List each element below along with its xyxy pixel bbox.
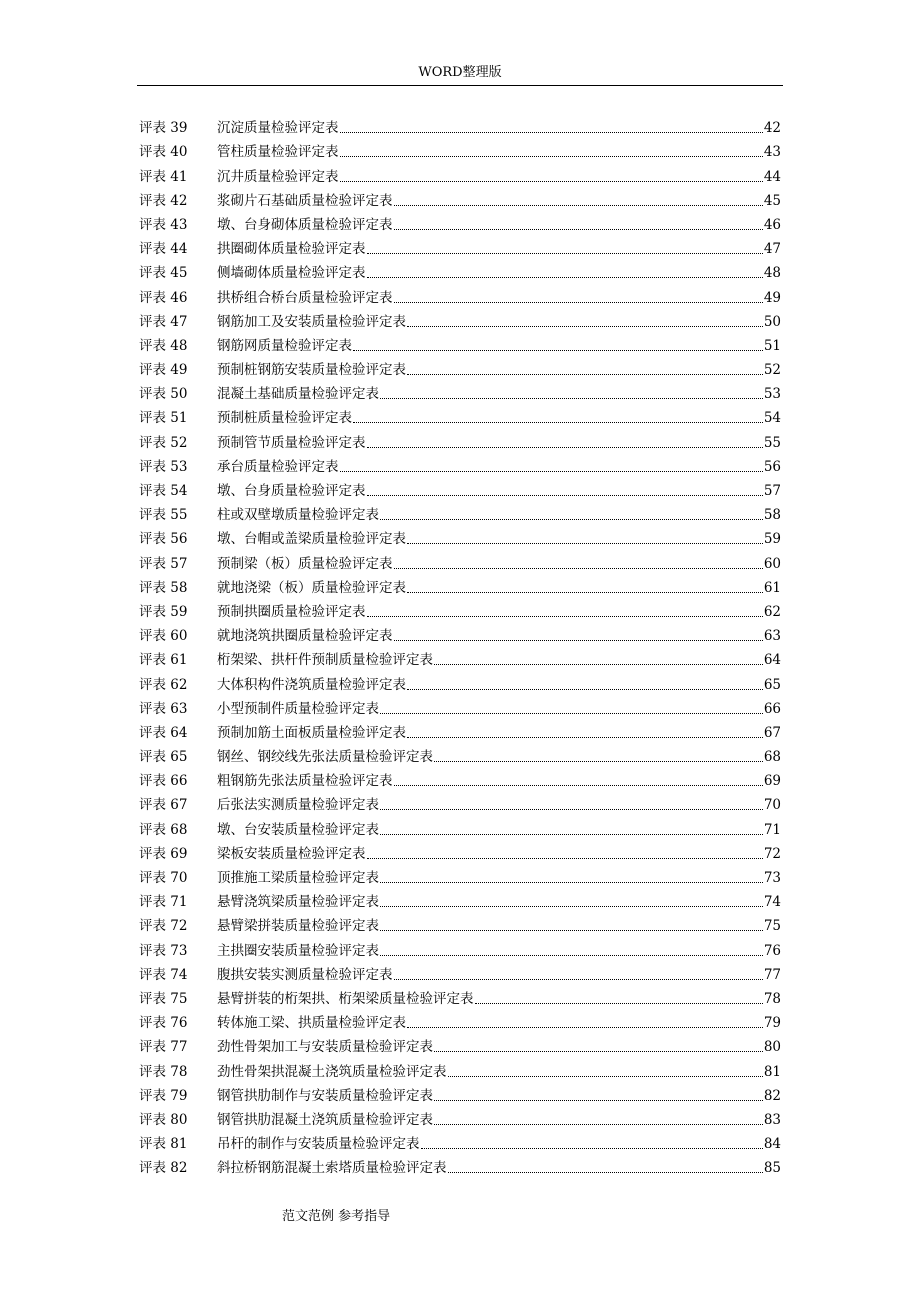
toc-dot-leader: [380, 397, 763, 399]
toc-dot-leader: [367, 276, 763, 278]
toc-dot-leader: [380, 905, 763, 907]
toc-entry-page-number: 68: [763, 749, 781, 766]
toc-entry-page-number: 52: [763, 362, 781, 379]
toc-entry[interactable]: [139, 1153, 781, 1177]
toc-entry-title: 就地浇梁（板）质量检验评定表: [217, 579, 406, 596]
toc-entry-title: 悬臂浇筑梁质量检验评定表: [217, 894, 379, 911]
toc-entry[interactable]: [139, 355, 781, 379]
toc-dot-leader: [367, 252, 763, 254]
toc-entry[interactable]: [139, 718, 781, 742]
toc-dot-leader: [407, 736, 763, 738]
toc-entry-label: 评表 55: [139, 507, 188, 524]
toc-entry-label: 评表 44: [139, 241, 188, 258]
toc-dot-leader: [394, 784, 763, 786]
toc-entry[interactable]: [139, 1008, 781, 1032]
footer-text: 范文范例 参考指导: [282, 1209, 391, 1224]
toc-entry[interactable]: [139, 137, 781, 161]
page-footer: [282, 1208, 390, 1226]
toc-dot-leader: [448, 1075, 763, 1077]
toc-entry-label: 评表 39: [139, 120, 188, 137]
toc-entry-label: 评表 75: [139, 990, 188, 1007]
toc-entry-page-number: 67: [763, 724, 781, 741]
toc-entry[interactable]: [139, 766, 781, 790]
toc-entry[interactable]: [139, 742, 781, 766]
toc-entry[interactable]: [139, 1032, 781, 1056]
toc-entry-title: 墩、台身砌体质量检验评定表: [217, 216, 393, 233]
toc-entry-label: 评表 59: [139, 603, 188, 620]
toc-entry-page-number: 42: [763, 120, 781, 137]
toc-entry-label: 评表 40: [139, 144, 188, 161]
toc-entry-label: 评表 51: [139, 410, 188, 427]
toc-entry[interactable]: [139, 403, 781, 427]
toc-dot-leader: [434, 760, 763, 762]
toc-dot-leader: [380, 833, 763, 835]
toc-entry-label: 评表 73: [139, 942, 188, 959]
toc-entry-label: 评表 81: [139, 1136, 188, 1153]
toc-dot-leader: [380, 808, 763, 810]
toc-entry-label: 评表 65: [139, 749, 188, 766]
toc-entry-page-number: 47: [763, 241, 781, 258]
toc-dot-leader: [340, 155, 763, 157]
toc-entry[interactable]: [139, 113, 781, 137]
toc-entry[interactable]: [139, 669, 781, 693]
toc-entry-title: 悬臂拼装的桁架拱、桁架梁质量检验评定表: [217, 990, 474, 1007]
toc-entry-page-number: 82: [763, 1087, 781, 1104]
toc-entry[interactable]: [139, 621, 781, 645]
toc-dot-leader: [340, 131, 763, 133]
toc-dot-leader: [407, 1026, 763, 1028]
toc-dot-leader: [340, 470, 763, 472]
toc-entry[interactable]: [139, 234, 781, 258]
toc-entry[interactable]: [139, 573, 781, 597]
toc-entry-label: 评表 61: [139, 652, 188, 669]
toc-dot-leader: [340, 180, 763, 182]
toc-entry-label: 评表 47: [139, 313, 188, 330]
toc-entry[interactable]: [139, 911, 781, 935]
toc-entry[interactable]: [139, 984, 781, 1008]
toc-entry-label: 评表 69: [139, 845, 188, 862]
toc-entry[interactable]: [139, 282, 781, 306]
toc-dot-leader: [434, 1099, 763, 1101]
toc-entry-title: 劲性骨架加工与安装质量检验评定表: [217, 1039, 433, 1056]
header-title: WORD整理版: [418, 65, 502, 80]
toc-entry[interactable]: [139, 694, 781, 718]
toc-entry-title: 预制管节质量检验评定表: [217, 434, 366, 451]
toc-entry[interactable]: [139, 307, 781, 331]
toc-entry-label: 评表 53: [139, 458, 188, 475]
toc-entry[interactable]: [139, 790, 781, 814]
toc-entry-title: 混凝土基础质量检验评定表: [217, 386, 379, 403]
toc-entry-label: 评表 70: [139, 870, 188, 886]
toc-entry[interactable]: [139, 210, 781, 234]
toc-entry-page-number: 72: [763, 845, 781, 862]
toc-entry-page-number: 49: [763, 289, 781, 306]
toc-entry-label: 评表 64: [139, 724, 188, 741]
toc-dot-leader: [380, 929, 763, 931]
toc-entry[interactable]: [139, 863, 781, 887]
toc-entry[interactable]: [139, 1105, 781, 1129]
toc-entry-page-number: 61: [763, 579, 781, 596]
toc-dot-leader: [407, 325, 763, 327]
toc-entry-page-number: 83: [763, 1111, 781, 1128]
toc-dot-leader: [367, 446, 763, 448]
toc-entry-label: 评表 66: [139, 773, 188, 790]
toc-entry[interactable]: [139, 500, 781, 524]
toc-entry[interactable]: [139, 645, 781, 669]
toc-entry-page-number: 78: [763, 990, 781, 1007]
toc-entry[interactable]: [139, 161, 781, 185]
toc-dot-leader: [448, 1171, 763, 1173]
toc-entry-page-number: 56: [763, 458, 781, 475]
toc-entry-page-number: 65: [763, 676, 781, 693]
toc-dot-leader: [407, 591, 763, 593]
toc-entry-label: 评表 82: [139, 1160, 188, 1177]
toc-dot-leader: [394, 204, 763, 206]
toc-entry-title: 拱圈砌体质量检验评定表: [217, 241, 366, 258]
toc-entry-title: 承台质量检验评定表: [217, 458, 339, 475]
toc-entry-title: 沉井质量检验评定表: [217, 168, 339, 185]
toc-entry-title: 粗钢筋先张法质量检验评定表: [217, 773, 393, 790]
toc-entry-title: 管柱质量检验评定表: [217, 144, 339, 161]
toc-entry-page-number: 58: [763, 507, 781, 524]
toc-dot-leader: [380, 881, 763, 883]
toc-entry-title: 吊杆的制作与安装质量检验评定表: [217, 1136, 420, 1153]
toc-entry[interactable]: [139, 597, 781, 621]
toc-entry-label: 评表 71: [139, 894, 188, 911]
toc-entry[interactable]: [139, 935, 781, 959]
toc-entry-title: 侧墙砌体质量检验评定表: [217, 265, 366, 282]
toc-entry-page-number: 44: [763, 168, 781, 185]
toc-entry-label: 评表 80: [139, 1111, 188, 1128]
toc-entry-title: 墩、台帽或盖梁质量检验评定表: [217, 531, 406, 548]
toc-entry-title: 主拱圈安装质量检验评定表: [217, 942, 379, 959]
toc-entry-label: 评表 67: [139, 797, 188, 814]
toc-entry[interactable]: [139, 887, 781, 911]
toc-dot-leader: [394, 567, 763, 569]
toc-entry-label: 评表 63: [139, 700, 188, 717]
toc-entry-label: 评表 41: [139, 168, 188, 185]
toc-dot-leader: [380, 954, 763, 956]
toc-entry-title: 大体积构件浇筑质量检验评定表: [217, 676, 406, 693]
toc-entry-label: 评表 68: [139, 821, 188, 838]
toc-entry-page-number: 64: [763, 652, 781, 669]
toc-entry-page-number: 75: [763, 918, 781, 935]
toc-entry-title: 钢管拱肋制作与安装质量检验评定表: [217, 1087, 433, 1104]
toc-dot-leader: [367, 615, 763, 617]
toc-entry-title: 预制桩质量检验评定表: [217, 410, 352, 427]
toc-entry-title: 浆砌片石基础质量检验评定表: [217, 192, 393, 209]
toc-entry-label: 评表 72: [139, 918, 188, 935]
toc-entry[interactable]: [139, 258, 781, 282]
toc-dot-leader: [407, 688, 763, 690]
toc-entry-page-number: 66: [763, 700, 781, 717]
toc-entry-title: 墩、台身质量检验评定表: [217, 483, 366, 499]
toc-entry-page-number: 57: [763, 483, 781, 499]
toc-entry-page-number: 46: [763, 216, 781, 233]
toc-entry-page-number: 77: [763, 966, 781, 983]
toc-entry-title: 拱桥组合桥台质量检验评定表: [217, 289, 393, 306]
toc-entry-label: 评表 78: [139, 1063, 188, 1080]
toc-entry-title: 钢筋加工及安装质量检验评定表: [217, 313, 406, 330]
toc-entry-page-number: 51: [763, 337, 781, 354]
toc-entry-title: 钢丝、钢绞线先张法质量检验评定表: [217, 749, 433, 766]
toc-entry-title: 柱或双壁墩质量检验评定表: [217, 507, 379, 524]
toc-entry[interactable]: [139, 960, 781, 984]
toc-entry[interactable]: [139, 1081, 781, 1105]
toc-entry-title: 墩、台安装质量检验评定表: [217, 821, 379, 838]
toc-entry-page-number: 55: [763, 434, 781, 451]
toc-entry[interactable]: [139, 186, 781, 210]
toc-entry[interactable]: [139, 379, 781, 403]
toc-entry-page-number: 54: [763, 410, 781, 427]
toc-dot-leader: [407, 542, 763, 544]
toc-entry-title: 劲性骨架拱混凝土浇筑质量检验评定表: [217, 1063, 447, 1080]
toc-entry-page-number: 53: [763, 386, 781, 403]
toc-entry-page-number: 69: [763, 773, 781, 790]
toc-dot-leader: [380, 712, 763, 714]
toc-entry-label: 评表 43: [139, 216, 188, 233]
toc-entry-label: 评表 54: [139, 483, 188, 499]
toc-entry-title: 腹拱安装实测质量检验评定表: [217, 966, 393, 983]
toc-entry-title: 预制拱圈质量检验评定表: [217, 603, 366, 620]
toc-entry-title: 预制梁（板）质量检验评定表: [217, 555, 393, 572]
toc-dot-leader: [353, 421, 763, 423]
toc-entry-title: 顶推施工梁质量检验评定表: [217, 870, 379, 886]
toc-entry-page-number: 76: [763, 942, 781, 959]
table-of-contents: [139, 113, 781, 1177]
toc-entry-label: 评表 77: [139, 1039, 188, 1056]
toc-entry-page-number: 71: [763, 821, 781, 838]
toc-dot-leader: [353, 349, 763, 351]
toc-dot-leader: [367, 857, 763, 859]
toc-entry[interactable]: [139, 427, 781, 451]
toc-entry-page-number: 48: [763, 265, 781, 282]
toc-entry[interactable]: [139, 1056, 781, 1080]
toc-entry-page-number: 85: [763, 1160, 781, 1177]
toc-entry-label: 评表 56: [139, 531, 188, 548]
toc-dot-leader: [394, 639, 763, 641]
toc-entry[interactable]: [139, 524, 781, 548]
toc-dot-leader: [475, 1002, 763, 1004]
toc-entry-label: 评表 52: [139, 434, 188, 451]
toc-dot-leader: [421, 1147, 763, 1149]
toc-entry[interactable]: [139, 1129, 781, 1153]
toc-entry-page-number: 84: [763, 1136, 781, 1153]
toc-entry[interactable]: [139, 452, 781, 476]
toc-entry-label: 评表 48: [139, 337, 188, 354]
toc-entry-page-number: 60: [763, 555, 781, 572]
toc-dot-leader: [380, 518, 763, 520]
toc-entry-page-number: 43: [763, 144, 781, 161]
toc-entry-label: 评表 62: [139, 676, 188, 693]
toc-entry-title: 小型预制件质量检验评定表: [217, 700, 379, 717]
toc-entry-title: 就地浇筑拱圈质量检验评定表: [217, 628, 393, 645]
toc-dot-leader: [407, 373, 763, 375]
toc-entry-title: 预制加筋土面板质量检验评定表: [217, 724, 406, 741]
toc-entry-page-number: 70: [763, 797, 781, 814]
toc-dot-leader: [367, 494, 763, 496]
toc-entry-page-number: 45: [763, 192, 781, 209]
toc-entry-page-number: 59: [763, 531, 781, 548]
toc-entry-label: 评表 60: [139, 628, 188, 645]
toc-entry[interactable]: [139, 476, 781, 500]
toc-dot-leader: [434, 1123, 763, 1125]
toc-dot-leader: [434, 663, 763, 665]
toc-entry[interactable]: [139, 839, 781, 863]
page-header: [137, 64, 783, 86]
toc-entry-label: 评表 76: [139, 1015, 188, 1032]
toc-dot-leader: [394, 228, 763, 230]
toc-dot-leader: [394, 301, 763, 303]
toc-entry-label: 评表 79: [139, 1087, 188, 1104]
toc-entry-page-number: 73: [763, 870, 781, 886]
toc-entry-title: 预制桩钢筋安装质量检验评定表: [217, 362, 406, 379]
toc-entry-title: 梁板安装质量检验评定表: [217, 845, 366, 862]
toc-entry-label: 评表 74: [139, 966, 188, 983]
toc-entry-title: 钢管拱肋混凝土浇筑质量检验评定表: [217, 1111, 433, 1128]
toc-entry-title: 后张法实测质量检验评定表: [217, 797, 379, 814]
toc-entry-label: 评表 45: [139, 265, 188, 282]
toc-entry-label: 评表 50: [139, 386, 188, 403]
toc-entry-page-number: 62: [763, 603, 781, 620]
toc-entry-label: 评表 57: [139, 555, 188, 572]
toc-dot-leader: [434, 1050, 763, 1052]
toc-entry-label: 评表 58: [139, 579, 188, 596]
toc-entry-label: 评表 49: [139, 362, 188, 379]
toc-entry-label: 评表 42: [139, 192, 188, 209]
toc-entry-title: 悬臂梁拼装质量检验评定表: [217, 918, 379, 935]
toc-entry[interactable]: [139, 331, 781, 355]
toc-entry-page-number: 81: [763, 1063, 781, 1080]
toc-dot-leader: [394, 978, 763, 980]
toc-entry-label: 评表 46: [139, 289, 188, 306]
toc-entry-title: 钢筋网质量检验评定表: [217, 337, 352, 354]
toc-entry-page-number: 63: [763, 628, 781, 645]
toc-entry-title: 斜拉桥钢筋混凝土索塔质量检验评定表: [217, 1160, 447, 1177]
toc-entry-page-number: 79: [763, 1015, 781, 1032]
toc-entry[interactable]: [139, 814, 781, 838]
toc-entry-page-number: 50: [763, 313, 781, 330]
toc-entry[interactable]: [139, 548, 781, 572]
toc-entry-title: 桁架梁、拱杆件预制质量检验评定表: [217, 652, 433, 669]
toc-entry-page-number: 74: [763, 894, 781, 911]
toc-entry-page-number: 80: [763, 1039, 781, 1056]
toc-entry-title: 沉淀质量检验评定表: [217, 120, 339, 137]
toc-entry-title: 转体施工梁、拱质量检验评定表: [217, 1015, 406, 1032]
